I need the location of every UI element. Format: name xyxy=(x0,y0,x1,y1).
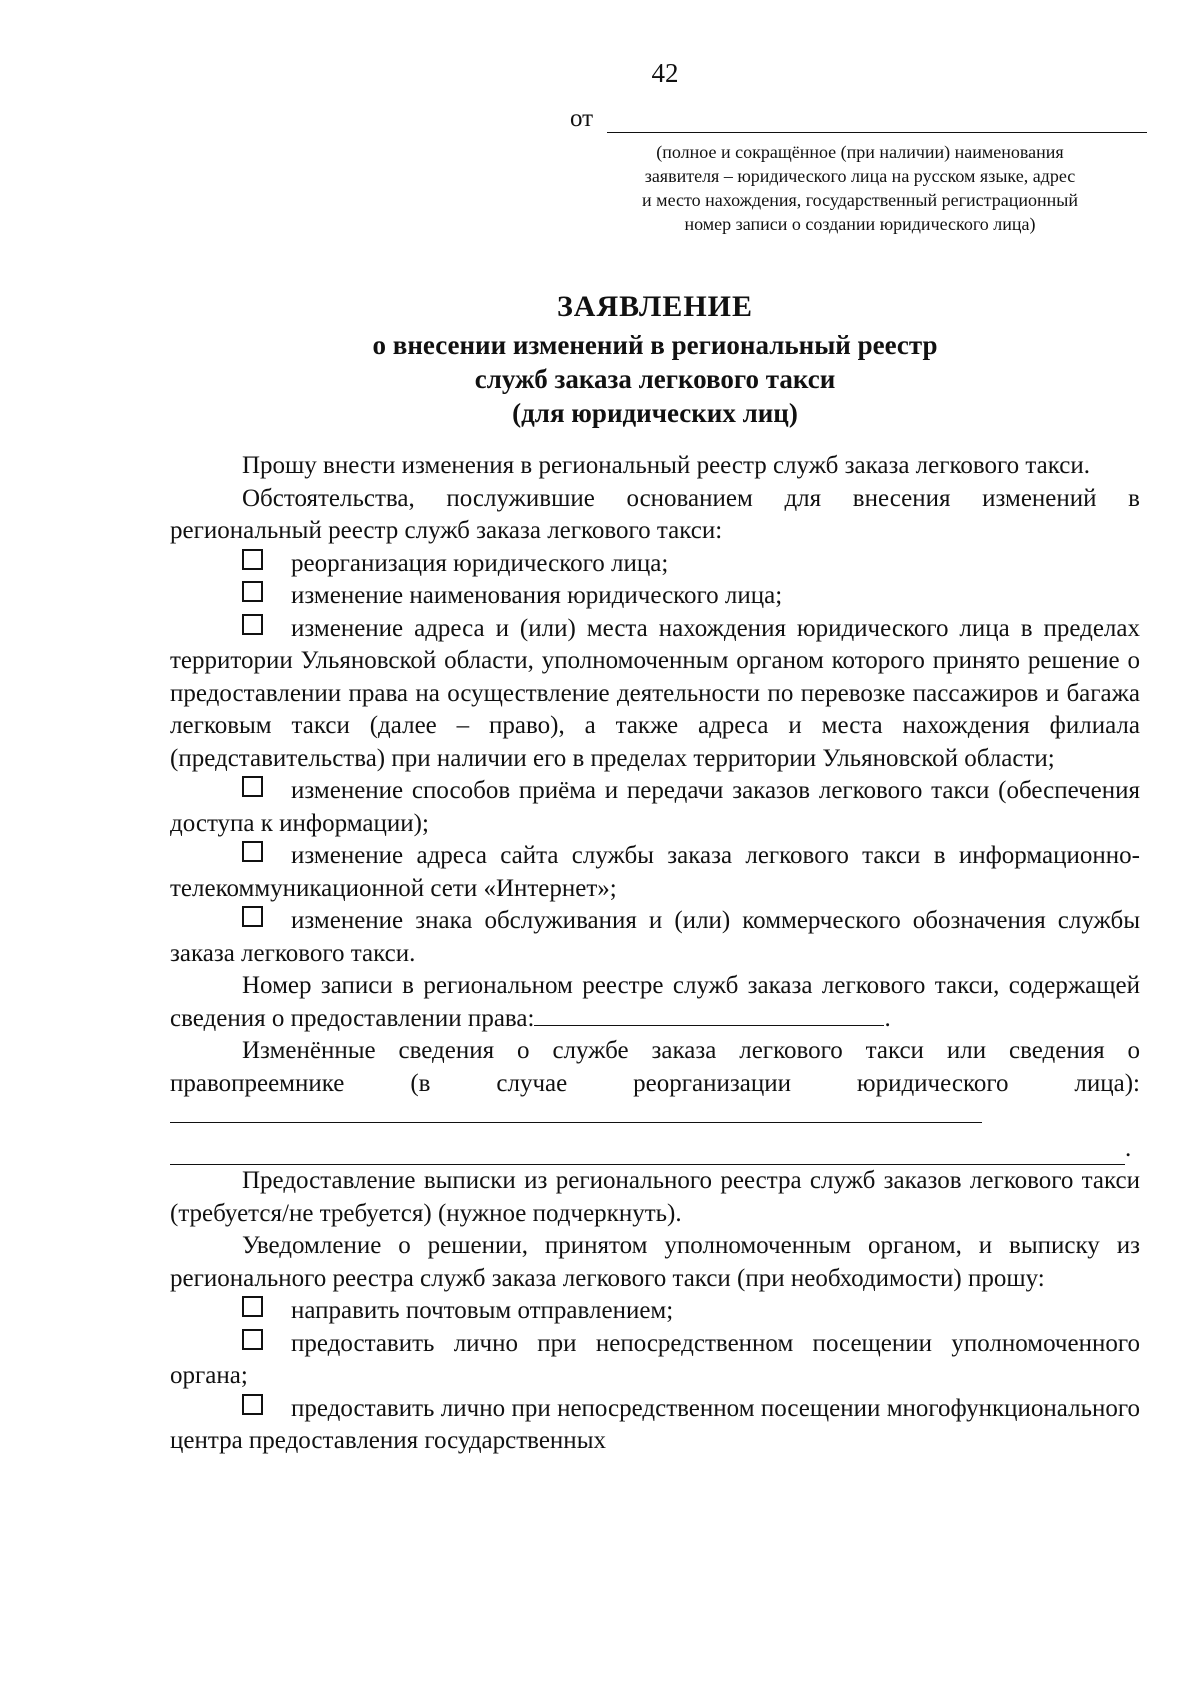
title-main: ЗАЯВЛЕНИЕ xyxy=(556,290,754,323)
record-number-paragraph xyxy=(170,970,1140,1035)
checkbox-label: изменение знака обслуживания и (или) коммерческого обозначения службы заказа легкового такси. xyxy=(170,907,1140,967)
applicant-caption xyxy=(600,140,1120,236)
circumstances-intro: Обстоятельства, послужившие основанием для внесения изменений в региональный реестр служб заказа легкового такси: xyxy=(170,484,1140,544)
checkbox-item xyxy=(170,775,1140,840)
record-number-end: . xyxy=(884,1004,891,1032)
checkbox-item xyxy=(170,905,1140,970)
changed-info-blank[interactable] xyxy=(170,1100,982,1123)
extract-paragraph: Предоставление выписки из регионального реестра служб заказов легкового такси (требуется/не требуется) (нужное подчеркнуть). xyxy=(170,1167,1140,1227)
document-body xyxy=(170,450,1140,1458)
checkbox[interactable] xyxy=(242,841,263,862)
from-label: от xyxy=(570,105,594,132)
notification-intro: Уведомление о решении, принятом уполномоченным органом, и выписку из регионального реестра служб заказа легкового такси (при необходимости) прошу: xyxy=(170,1232,1140,1292)
checkbox-label: изменение наименования юридического лица; xyxy=(291,582,783,609)
title-line: (для юридических лиц) xyxy=(512,398,798,428)
delivery-option xyxy=(170,1295,1140,1328)
changed-info-blank-line[interactable] xyxy=(170,1138,1125,1165)
checkbox-item xyxy=(170,548,1140,581)
checkbox[interactable] xyxy=(242,1329,263,1350)
checkbox[interactable] xyxy=(242,581,263,602)
changed-info-paragraph xyxy=(170,1035,1140,1133)
checkbox-label: изменение адреса сайта службы заказа легкового такси в информационно-телекоммуникационной сети «Интернет»; xyxy=(170,842,1140,902)
record-number-blank[interactable] xyxy=(534,1003,884,1026)
record-number-label: Номер записи в региональном реестре служб заказа легкового такси, содержащей сведения о предоставлении права: xyxy=(170,972,1140,1032)
delivery-option-label: предоставить лично при непосредственном посещении уполномоченного органа; xyxy=(170,1329,1140,1389)
page-number: 42 xyxy=(651,58,679,88)
checkbox-label: изменение адреса и (или) места нахождения юридического лица в пределах территории Ульяновской области, уполномоченным органом которого принято решение о предоставлении права на осуществление деятельности по перевозке пассажиров и багажа легковым такси (далее – право), а также адреса и места нахождения филиала (представительства) при наличии его в пределах территории Ульяновской области; xyxy=(170,614,1140,772)
caption-line: (полное и сокращённое (при наличии) наименования xyxy=(656,142,1064,162)
checkbox-item xyxy=(170,613,1140,776)
checkbox-item xyxy=(170,840,1140,905)
checkbox[interactable] xyxy=(242,1394,263,1415)
checkbox-label: реорганизация юридического лица; xyxy=(291,549,669,577)
checkbox-label: изменение способов приёма и передачи заказов легкового такси (обеспечения доступа к информации); xyxy=(170,777,1140,837)
checkbox[interactable] xyxy=(242,549,263,570)
title-line: служб заказа легкового такси xyxy=(474,364,836,394)
title-line: о внесении изменений в региональный реестр xyxy=(372,330,938,360)
applicant-name-blank[interactable] xyxy=(607,104,1147,133)
delivery-option xyxy=(170,1393,1140,1458)
changed-info-label: Изменённые сведения о службе заказа легкового такси или сведения о правопреемнике (в случае реорганизации юридического лица): xyxy=(170,1037,1140,1097)
delivery-option-label: предоставить лично при непосредственном посещении многофункционального центра предоставления государственных xyxy=(170,1394,1140,1454)
changed-info-end: . xyxy=(1125,1134,1132,1162)
checkbox[interactable] xyxy=(242,1296,263,1317)
caption-line: номер записи о создании юридического лица) xyxy=(684,214,1036,234)
changed-info-continuation xyxy=(170,1133,1140,1166)
request-paragraph: Прошу внести изменения в региональный реестр служб заказа легкового такси. xyxy=(242,452,1090,479)
caption-line: и место нахождения, государственный регистрационный xyxy=(642,190,1078,210)
checkbox[interactable] xyxy=(242,614,263,635)
document-title xyxy=(0,290,1200,430)
delivery-option xyxy=(170,1328,1140,1393)
checkbox[interactable] xyxy=(242,776,263,797)
caption-line: заявителя – юридического лица на русском языке, адрес xyxy=(644,166,1076,186)
checkbox-item xyxy=(170,580,1140,613)
applicant-from-line xyxy=(570,104,1147,133)
delivery-option-label: направить почтовым отправлением; xyxy=(291,1297,674,1324)
checkbox[interactable] xyxy=(242,906,263,927)
